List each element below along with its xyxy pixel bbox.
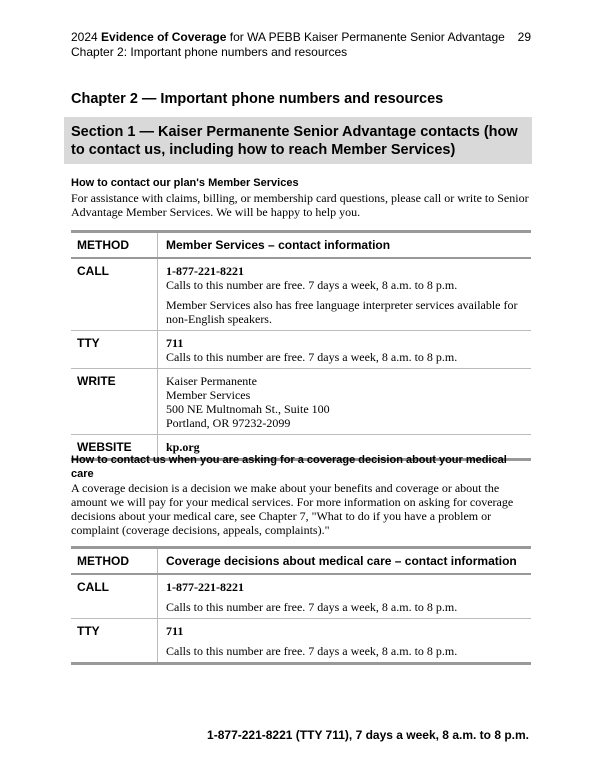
table-row-call	[71, 574, 531, 619]
tty-phone: 711	[166, 624, 184, 638]
table-header-row	[71, 232, 531, 259]
address-line-4: Portland, OR 97232-2099	[166, 416, 291, 430]
header-doc-subtitle: for WA PEBB Kaiser Permanente Senior Advantage	[229, 30, 505, 44]
page-footer: 1-877-221-8221 (TTY 711), 7 days a week, 8 a.m. to 8 p.m.	[207, 728, 529, 742]
call-hours: Calls to this number are free. 7 days a week, 8 a.m. to 8 p.m.	[166, 600, 458, 614]
method-call: CALL	[71, 574, 158, 619]
coverage-table	[71, 546, 531, 665]
col-method: METHOD	[71, 232, 158, 259]
member-services-subhead: How to contact our plan's Member Services	[71, 177, 299, 189]
tty-hours: Calls to this number are free. 7 days a week, 8 a.m. to 8 p.m.	[166, 644, 458, 658]
page-number: 29	[517, 30, 531, 44]
address-line-1: Kaiser Permanente	[166, 374, 257, 388]
address-line-3: 500 NE Multnomah St., Suite 100	[166, 402, 330, 416]
header-doc-title: Evidence of Coverage	[101, 30, 227, 44]
section-title: Section 1 — Kaiser Permanente Senior Advantage contacts (how to contact us, including how to reach Member Services)	[64, 117, 532, 164]
table-row-write	[71, 369, 531, 435]
method-tty: TTY	[71, 331, 158, 369]
call-phone: 1-877-221-8221	[166, 264, 244, 278]
member-services-table	[71, 230, 531, 461]
method-tty: TTY	[71, 619, 158, 664]
header-chapter-line: Chapter 2: Important phone numbers and resources	[71, 45, 348, 59]
call-phone: 1-877-221-8221	[166, 580, 244, 594]
coverage-subhead: How to contact us when you are asking for a coverage decision about your medical care	[71, 454, 507, 480]
tty-hours: Calls to this number are free. 7 days a week, 8 a.m. to 8 p.m.	[166, 350, 458, 364]
header-title-line	[71, 30, 531, 45]
coverage-intro: A coverage decision is a decision we make about your benefits and coverage or about the amount we will pay for your medical services. For more information on asking for coverage decisions about your medical care, see Chapter 7, "What to do if you have a problem or complaint (coverage decisions, appeals, complaints)."	[71, 481, 514, 537]
method-website: WEBSITE	[71, 435, 158, 460]
chapter-title: Chapter 2 — Important phone numbers and resources	[71, 91, 444, 107]
header-year: 2024	[71, 30, 98, 44]
mailing-address	[158, 369, 532, 435]
website-link[interactable]: kp.org	[166, 440, 200, 454]
col-method: METHOD	[71, 548, 158, 575]
table-row-tty	[71, 619, 531, 664]
call-hours: Calls to this number are free. 7 days a week, 8 a.m. to 8 p.m.	[166, 278, 458, 292]
table-header-row	[71, 548, 531, 575]
col-info: Member Services – contact information	[158, 232, 532, 259]
page-header	[71, 30, 531, 60]
method-write: WRITE	[71, 369, 158, 435]
address-line-2: Member Services	[166, 388, 251, 402]
call-note: Member Services also has free language interpreter services available for non-English speakers.	[166, 298, 518, 326]
tty-phone: 711	[166, 336, 184, 350]
member-services-intro: For assistance with claims, billing, or membership card questions, please call or write to Senior Advantage Member Services. We will be happy to help you.	[71, 191, 529, 219]
method-call: CALL	[71, 258, 158, 331]
col-info: Coverage decisions about medical care – contact information	[158, 548, 532, 575]
table-row-tty	[71, 331, 531, 369]
table-row-call	[71, 258, 531, 331]
